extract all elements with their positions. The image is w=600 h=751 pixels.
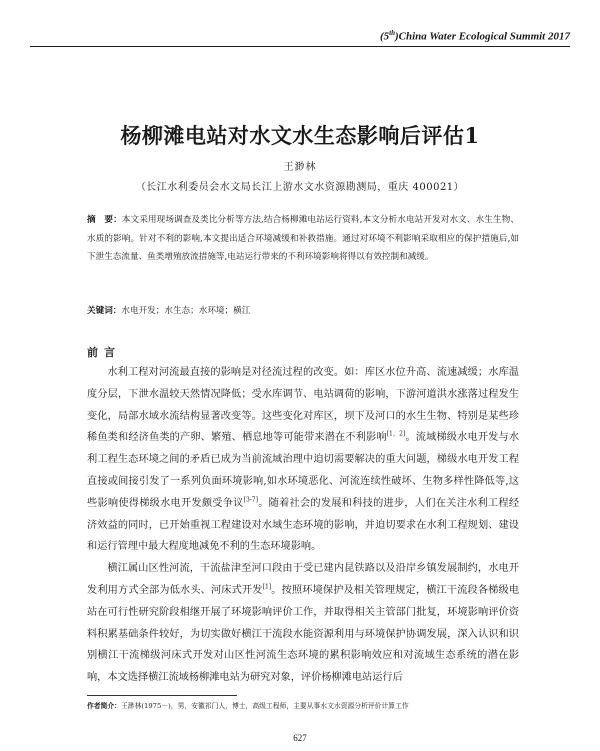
keywords — [87, 304, 519, 316]
header-edition-sup: th — [389, 29, 395, 37]
paragraph-text: 。按照环境保护及相关管理规定，横江干流段各梯级电站在可行性研究阶段相继开展了环境影响评价工作，并取得相关主管部门批复，环境影响评价资料积累基础条件较好，为切实做好横江干流段水能资源利用与环境保护协调发展，深入认识和识别横江干流梯级河床式开发对山区性河流生态环境的累积影响效应和对流域生态系统的潜在影响，本文选择横江流域杨柳滩电站为研究对象，评价杨柳滩电站运行后 — [87, 584, 520, 684]
citation: [3-7] — [243, 496, 258, 504]
footnote-divider — [87, 695, 237, 696]
author-affiliation: （长江水利委员会水文局长江上游水文水资源勘测局，重庆 400021） — [135, 182, 465, 193]
citation: [1] — [262, 583, 272, 591]
keywords-text: 水电开发；水生态；水环境；横江 — [121, 306, 251, 316]
body-text — [87, 362, 519, 689]
paragraph-text: 。流域梯级水电开发与水利工程生态环境之间的矛盾已成为当前流域治理中迫切需要解决的重大问题，梯级水电开发工程直接或间接引发了一系列负面环境影响,如水环境恶化、河流连续性破坏、生物多样性降低等,这些影响使得梯级水电开发颇受争议 — [87, 432, 520, 509]
author-footnote — [87, 700, 527, 710]
abstract — [87, 211, 519, 267]
header-conference: )China Water Ecological Summit 2017 — [394, 30, 570, 43]
paragraph-text: 横江属山区性河流，干流盐津至河口段由于受已建内昆铁路以及沿岸乡镇发展制约，水电开发利用方式全部为低水头、河床式开发 — [87, 563, 519, 596]
paragraph-text: 水利工程对河流最直接的影响是对径流过程的改变。如：库区水位升高、流速减缓；水库温度分层，下泄水温较天然情况降低；受水库调节、电站调荷的影响，下游河道洪水涨落过程发生变化，局部水域水流结构显著改变等。这些变化对库区，坝下及河口的水生生物、特别是某些珍稀鱼类和经济鱼类的产卵、繁殖、栖息地等可能带来潜在不利影响 — [87, 367, 519, 444]
paragraph-text: 。随着社会的发展和科技的进步，人们在关注水利工程经济效益的同时，已开始重视工程建设对水域生态环境的影响，并迫切要求在水利工程规划、建设和运行管理中最大程度地减免不利的生态环境影响。 — [87, 497, 520, 553]
citation: [1，2] — [386, 431, 406, 438]
paragraph — [87, 362, 519, 558]
header-edition: (5 — [379, 30, 390, 43]
paragraph — [87, 558, 519, 689]
keywords-label: 关键词： — [87, 306, 122, 316]
paper-title: 杨柳滩电站对水文水生态影响后评估1 — [120, 123, 480, 148]
running-header — [30, 29, 570, 47]
page-number: 627 — [293, 733, 307, 743]
paper-author: 王渺林 — [283, 162, 317, 173]
footnote-label: 作者简介： — [87, 702, 121, 710]
abstract-label: 摘 要： — [87, 215, 122, 225]
footnote-text: 王渺林(1975－)，男，安徽祁门人，博士，高级工程师，主要从事水文水资源分析评价计算工作 — [120, 702, 409, 710]
section-title: 前言 — [87, 346, 121, 359]
abstract-text: 本文采用现场调查及类比分析等方法,结合杨柳滩电站运行资料,本文分析水电站开发对水文、水生生物、水质的影响。针对不利的影响,本文提出适合环境减缓和补救措施。通过对环境不利影响采取相应的保护措施后,如下泄生态流量、鱼类增殖放流措施等,电站运行带来的不利环境影响将得以有效控制和减缓。 — [87, 215, 519, 262]
